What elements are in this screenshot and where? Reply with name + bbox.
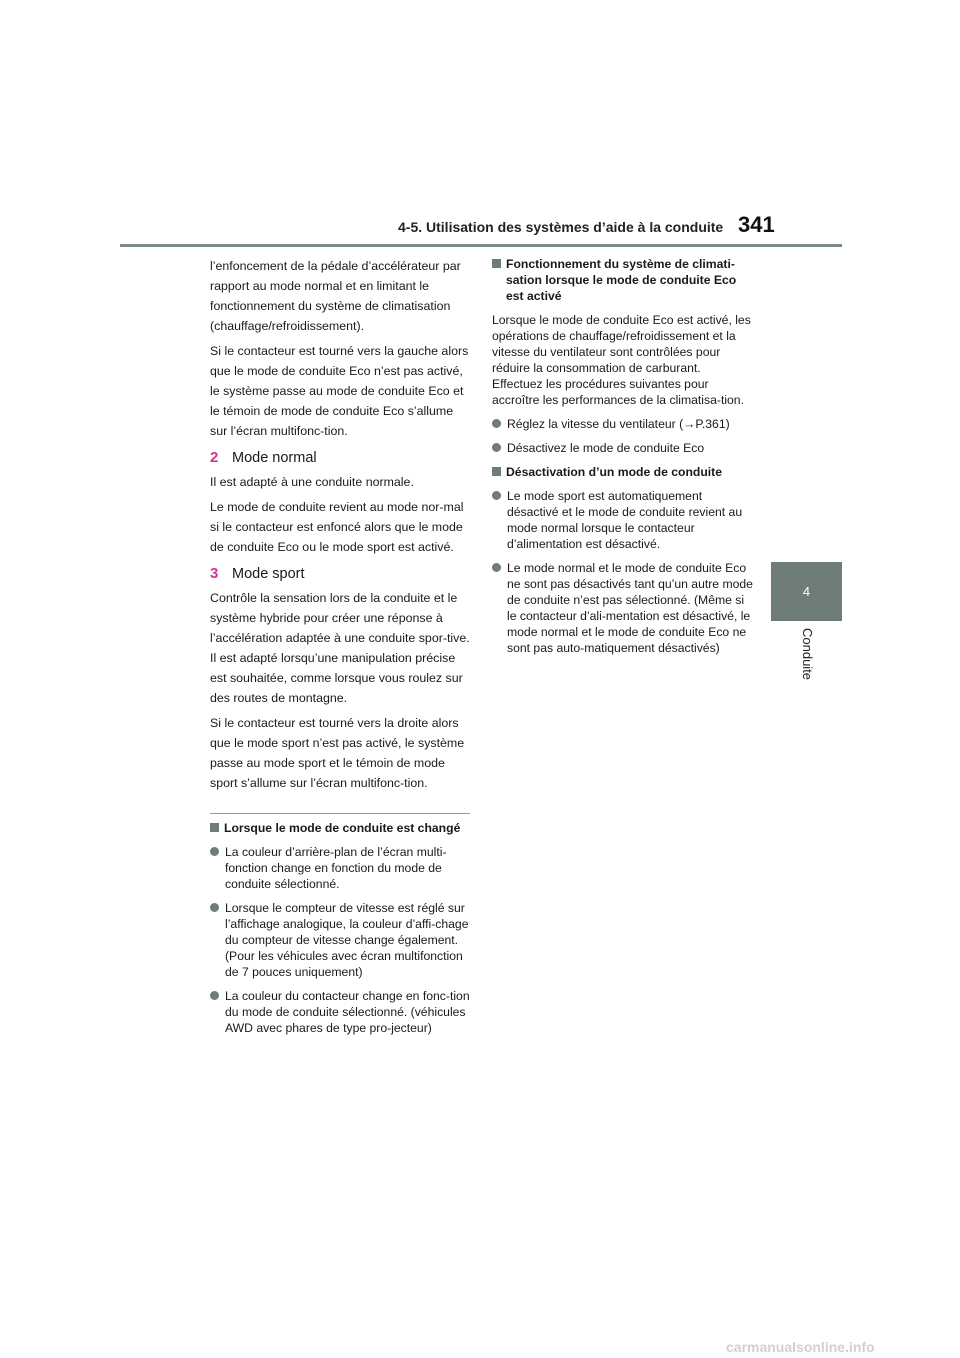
circle-bullet-icon <box>210 991 219 1000</box>
note-title: Lorsque le mode de conduite est changé <box>224 821 461 835</box>
intro-paragraph: l’enfoncement de la pédale d’accélérateur par rapport au mode normal et en limitant le fonctionnement du système de climatisation (chauffage/refroidissement). <box>210 259 461 333</box>
chapter-tab[interactable] <box>771 562 842 621</box>
note-paragraph: Lorsque le mode de conduite Eco est activé, les opérations de chauffage/refroidissement et la vitesse du ventilateur sont contrôlées pour réduire la consommation de carburant. Effectuez les procédures suivantes pour accroître les performances de la climatisa-tion. <box>492 313 751 407</box>
body-paragraph: Contrôle la sensation lors de la conduite et le système hybride pour créer une réponse à l’accélération adaptée à une conduite spor-tive. Il est adapté lorsqu’une manipulation précise est souhaitée, comme lorsque vous roulez sur des routes de montagne. <box>210 591 470 705</box>
intro-paragraph: Si le contacteur est tourné vers la gauche alors que le mode de conduite Eco n’est pas activé, le système passe au mode de conduite Eco et le témoin de mode de conduite Eco s’allume sur l’écran multifonc-tion. <box>210 344 469 438</box>
circle-bullet-icon <box>492 563 501 572</box>
chapter-number: 4 <box>802 584 811 599</box>
note-heading <box>492 464 754 480</box>
circle-bullet-icon <box>492 491 501 500</box>
list-item-text: Le mode normal et le mode de conduite Eco ne sont pas désactivés tant qu’un autre mode de conduite n’est pas sélectionné. (Même si le contacteur d’ali-mentation est désactivé, le mode normal et le mode de conduite Eco ne sont pas auto-matiquement désactivés) <box>507 561 753 655</box>
list-item-text: Désactivez le mode de conduite Eco <box>507 441 705 455</box>
list-item <box>492 488 754 552</box>
list-item <box>492 440 754 456</box>
note-divider <box>210 813 470 814</box>
body-paragraph: Si le contacteur est tourné vers la droite alors que le mode sport n’est pas activé, le système passe au mode sport et le témoin de mode sport s’allume sur l’écran multifonc-tion. <box>210 716 465 790</box>
circle-bullet-icon <box>210 903 219 912</box>
section-header-title: 4-5. Utilisation des systèmes d’aide à la conduite <box>398 219 724 235</box>
section-number: 2 <box>210 449 219 466</box>
note-heading <box>210 820 470 836</box>
list-item <box>210 844 470 892</box>
section-number: 3 <box>210 565 219 582</box>
list-item <box>210 900 470 980</box>
note-title: Fonctionnement du système de climati-sation lorsque le mode de conduite Eco est activé <box>506 257 737 303</box>
chapter-label: Conduite <box>800 628 815 681</box>
body-paragraph: Il est adapté à une conduite normale. <box>210 475 414 489</box>
list-item-text: La couleur d’arrière-plan de l’écran multi-fonction change en fonction du mode de conduite sélectionné. <box>225 845 447 891</box>
square-bullet-icon <box>492 467 501 476</box>
body-paragraph: Le mode de conduite revient au mode nor-mal si le contacteur est enfoncé alors que le mode de conduite Eco ou le mode sport est activé. <box>210 500 464 554</box>
section-heading-normal <box>210 449 470 466</box>
note-heading <box>492 256 754 304</box>
list-item-text: Lorsque le compteur de vitesse est réglé sur l’affichage analogique, la couleur d’affi-chage du compteur de vitesse change également. (Pour les véhicules avec écran multifonction de 7 pouces uniquement) <box>225 901 469 979</box>
circle-bullet-icon <box>492 419 501 428</box>
square-bullet-icon <box>492 259 501 268</box>
list-item-text: Réglez la vitesse du ventilateur (→P.361) <box>507 417 730 431</box>
right-column <box>492 256 754 664</box>
list-item-text: Le mode sport est automatiquement désactivé et le mode de conduite revient au mode normal lorsque le contacteur d’alimentation est désactivé. <box>507 489 743 551</box>
page-number: 341 <box>738 212 775 237</box>
left-column <box>210 256 470 1044</box>
note-title: Désactivation d’un mode de conduite <box>506 465 723 479</box>
header-rule <box>120 244 842 247</box>
list-item-text: La couleur du contacteur change en fonc-tion du mode de conduite sélectionné. (véhicules AWD avec phares de type pro-jecteur) <box>225 989 470 1035</box>
list-item <box>492 416 754 432</box>
circle-bullet-icon <box>210 847 219 856</box>
section-heading-sport <box>210 565 470 582</box>
list-item <box>210 988 470 1036</box>
square-bullet-icon <box>210 823 219 832</box>
section-title: Mode normal <box>232 450 317 466</box>
watermark: carmanualsonline.info <box>726 1339 875 1355</box>
list-item <box>492 560 754 656</box>
section-title: Mode sport <box>232 566 305 582</box>
circle-bullet-icon <box>492 443 501 452</box>
